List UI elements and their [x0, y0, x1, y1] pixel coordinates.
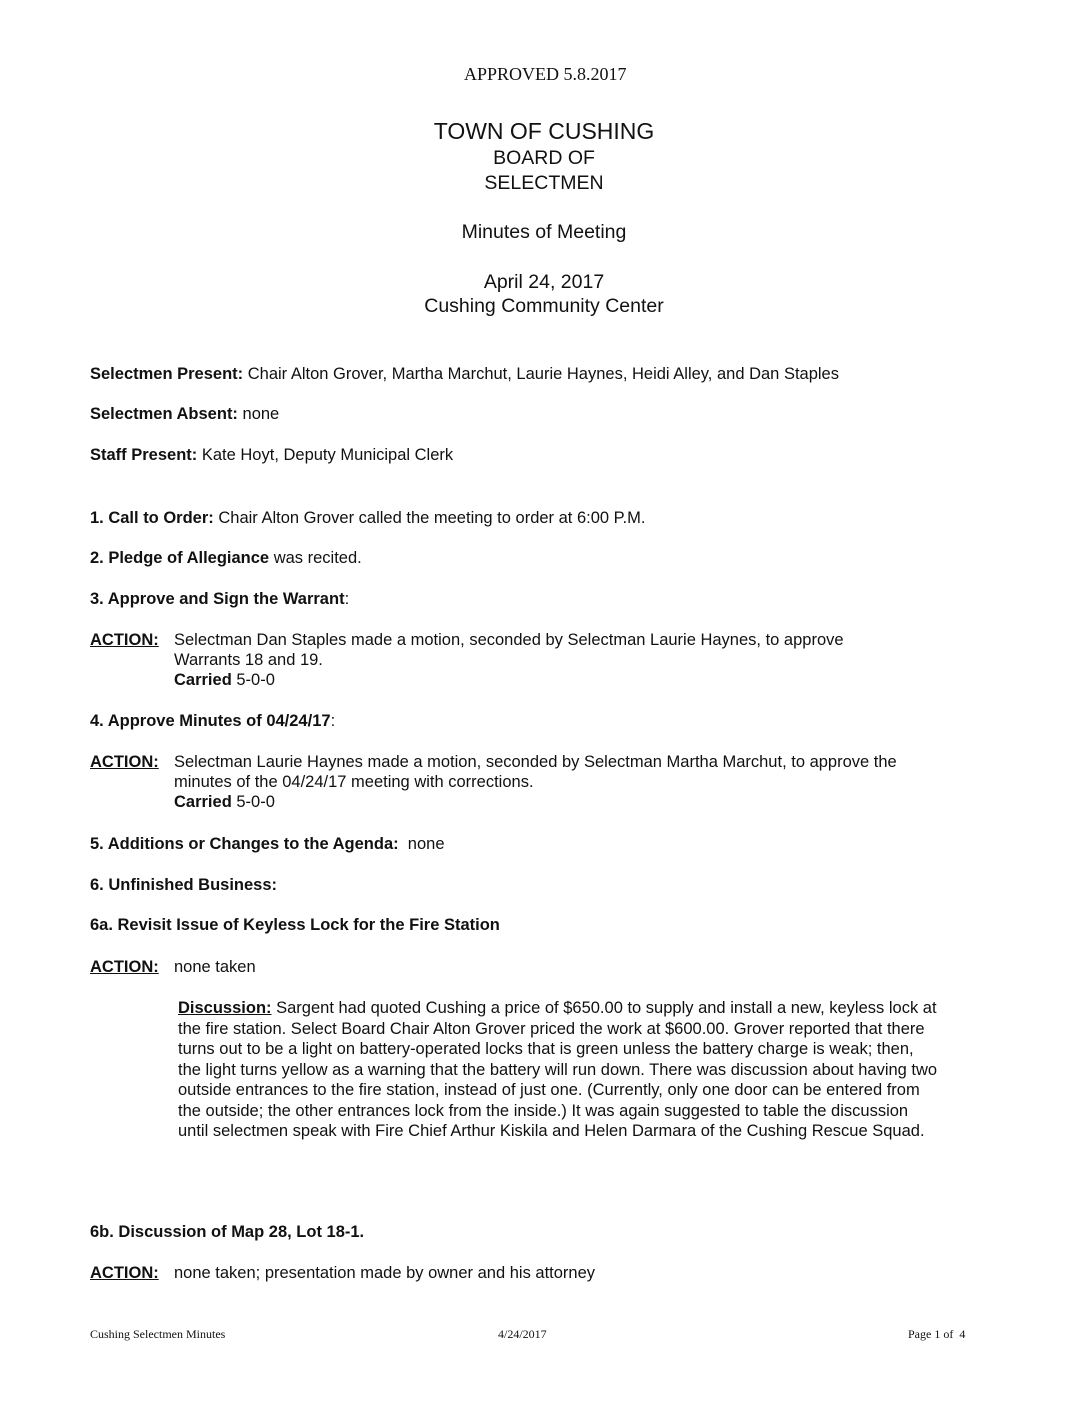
action-label: ACTION: [90, 958, 159, 976]
staff-label: Staff Present: [90, 446, 198, 464]
action-4-carried [174, 792, 897, 812]
present-value: Chair Alton Grover, Martha Marchut, Laurie Haynes, Heidi Alley, and Dan Staples [243, 365, 839, 383]
item-4-label: 4. Approve Minutes of 04/24/17 [90, 712, 331, 730]
present-label: Selectmen Present: [90, 365, 244, 383]
selectmen-present [90, 364, 839, 384]
action-3-line-2: Warrants 18 and 19. [174, 651, 323, 669]
item-agenda-changes [90, 834, 445, 854]
item-approve-minutes [90, 711, 335, 731]
discussion-line: outside entrances to the fire station, instead of just one. (Currently, only one door can be entered from [178, 1081, 920, 1099]
item-3-colon: : [344, 590, 350, 608]
item-5-label: 5. Additions or Changes to the Agenda: [90, 835, 399, 853]
absent-value: none [237, 405, 280, 423]
discussion-line: the fire station. Select Board Chair Alton Grover priced the work at $600.00. Grover reported that there [178, 1019, 925, 1038]
action-label: ACTION: [90, 753, 159, 771]
carried-value: 5-0-0 [231, 793, 275, 811]
action-6a-text: none taken [174, 958, 256, 976]
staff-value: Kate Hoyt, Deputy Municipal Clerk [197, 446, 454, 464]
item-1-text: Chair Alton Grover called the meeting to order at 6:00 P.M. [213, 509, 646, 527]
footer-right: Page 1 of 4 [908, 1327, 966, 1341]
item-5-text: none [398, 835, 445, 853]
item-6a-heading: 6a. Revisit Issue of Keyless Lock for the Fire Station [90, 916, 500, 934]
approved-note: APPROVED 5.8.2017 [464, 64, 627, 84]
carried-label: Carried [174, 671, 232, 689]
absent-label: Selectmen Absent: [90, 405, 238, 423]
meeting-date: April 24, 2017 [483, 271, 605, 293]
action-3-carried [174, 670, 844, 690]
action-4-text [174, 752, 897, 812]
selectmen-absent [90, 404, 279, 424]
staff-present [90, 445, 453, 465]
minutes-heading: Minutes of Meeting [461, 221, 627, 243]
action-4-line-2: minutes of the 04/24/17 meeting with corrections. [174, 773, 534, 791]
discussion-line: turns out to be a light on battery-operated locks that is green unless the battery charge is weak; then, [178, 1040, 914, 1058]
action-4-line-1: Selectman Laurie Haynes made a motion, seconded by Selectman Martha Marchut, to approve the [174, 753, 897, 771]
item-warrant [90, 589, 349, 609]
discussion-line: until selectmen speak with Fire Chief Arthur Kiskila and Helen Darmara of the Cushing Rescue Squad. [178, 1122, 925, 1140]
item-4-colon: : [330, 712, 336, 730]
action-6b-text: none taken; presentation made by owner and his attorney [174, 1264, 596, 1282]
discussion-line-1: Sargent had quoted Cushing a price of $650.00 to supply and install a new, keyless lock at [271, 999, 937, 1017]
item-pledge [90, 548, 362, 568]
board-line-1: BOARD OF [493, 147, 595, 169]
footer-left: Cushing Selectmen Minutes [90, 1327, 226, 1341]
action-3-text [174, 630, 844, 690]
discussion-label: Discussion: [178, 999, 272, 1017]
carried-value: 5-0-0 [231, 671, 275, 689]
board-line-2: SELECTMEN [484, 172, 604, 194]
page-title: TOWN OF CUSHING [433, 118, 655, 144]
item-1-label: 1. Call to Order: [90, 509, 214, 527]
item-2-label: 2. Pledge of Allegiance [90, 549, 270, 567]
item-3-label: 3. Approve and Sign the Warrant [90, 590, 345, 608]
item-2-text: was recited. [269, 549, 362, 567]
meeting-location: Cushing Community Center [424, 295, 664, 317]
discussion-line: the light turns yellow as a warning that the battery will run down. There was discussion about having two [178, 1060, 938, 1079]
action-label: ACTION: [90, 1264, 159, 1282]
action-label: ACTION: [90, 631, 159, 649]
item-unfinished-business: 6. Unfinished Business: [90, 876, 278, 894]
item-call-to-order [90, 508, 645, 528]
item-6b-heading: 6b. Discussion of Map 28, Lot 18-1. [90, 1223, 365, 1241]
discussion-line: the outside; the other entrances lock from the inside.) It was again suggested to table the discussion [178, 1101, 909, 1120]
carried-label: Carried [174, 793, 232, 811]
discussion-paragraph [178, 998, 1018, 1142]
action-3-line-1: Selectman Dan Staples made a motion, seconded by Selectman Laurie Haynes, to approve [174, 631, 844, 649]
discussion-line [178, 998, 1018, 1019]
footer-center: 4/24/2017 [498, 1327, 547, 1341]
